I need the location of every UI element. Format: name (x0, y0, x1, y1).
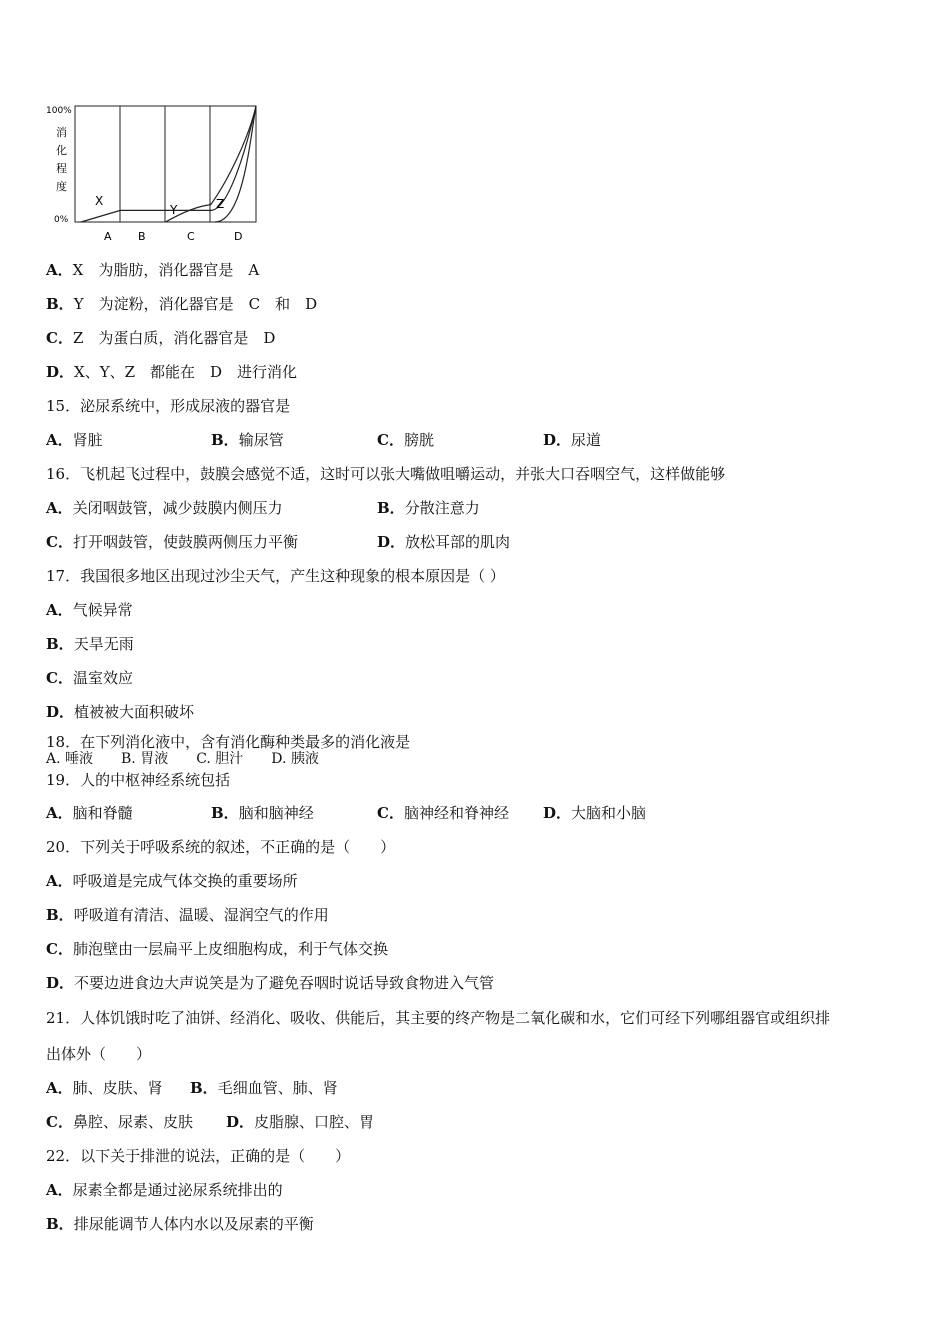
q21-option-a[interactable] (46, 1078, 163, 1098)
option-text: 放松耳部的肌肉 (405, 533, 511, 551)
x-category-b: B (138, 230, 146, 243)
option-text: 天旱无雨 (73, 635, 134, 653)
option-text: 毛细血管、肺、肾 (217, 1079, 338, 1097)
q16-option-a[interactable] (46, 498, 283, 518)
option-letter: B． (211, 804, 239, 822)
option-text: 关闭咽鼓管，减少鼓膜内侧压力 (72, 499, 283, 517)
series-label-z: Z (216, 197, 225, 211)
option-text: 尿素全都是通过泌尿系统排出的 (72, 1181, 283, 1199)
option-letter: A． (46, 1079, 73, 1097)
option-text: 脑和脊髓 (72, 804, 133, 822)
q16-option-b[interactable] (377, 498, 480, 518)
q21-stem-line2: 出体外（ ） (46, 1045, 152, 1063)
option-text: 膀胱 (403, 431, 434, 449)
option-text: 肾脏 (72, 431, 103, 449)
q20-option-c[interactable] (46, 939, 388, 959)
q18-stem: 18．在下列消化液中，含有消化酶种类最多的消化液是 (46, 733, 411, 751)
option-text: 输尿管 (238, 431, 284, 449)
q14-option-b[interactable] (46, 294, 317, 314)
q17-option-c[interactable] (46, 668, 133, 688)
q21-option-d[interactable] (226, 1112, 374, 1132)
q19-option-b[interactable] (211, 803, 314, 823)
option-text: 肺、皮肤、肾 (72, 1079, 163, 1097)
option-text: 大脑和小脑 (571, 804, 647, 822)
option-letter: D． (226, 1113, 255, 1131)
option-letter: B． (46, 1215, 74, 1233)
option-text: 不要边进食边大声说笑是为了避免吞咽时说话导致食物进入气管 (74, 974, 495, 992)
option-text: Y 为淀粉，消化器官是 C 和 D (73, 295, 318, 313)
option-text: Z 为蛋白质，消化器官是 D (72, 329, 276, 347)
y-axis-label-char: 度 (56, 180, 67, 193)
option-letter: A． (46, 872, 73, 890)
q16-stem: 16．飞机起飞过程中，鼓膜会感觉不适，这时可以张大嘴做咀嚼运动，并张大口吞咽空气，这样做能够 (46, 465, 726, 483)
q21-option-b[interactable] (190, 1078, 338, 1098)
x-category-c: C (187, 230, 195, 243)
q19-option-c[interactable] (377, 803, 509, 823)
option-letter: C． (377, 804, 404, 822)
q19-option-d[interactable] (543, 803, 646, 823)
option-letter: B． (46, 906, 74, 924)
series-line-y (166, 106, 257, 222)
q20-option-b[interactable] (46, 905, 329, 925)
x-category-d: D (234, 230, 243, 243)
option-text: 呼吸道有清洁、温暖、湿润空气的作用 (73, 906, 329, 924)
series-line-x (81, 106, 256, 222)
q16-option-d[interactable] (377, 532, 510, 552)
q21-option-c[interactable] (46, 1112, 193, 1132)
option-letter: A． (46, 431, 73, 449)
q20-stem: 20．下列关于呼吸系统的叙述，不正确的是（ ） (46, 838, 396, 856)
y-tick-100: 100% (46, 106, 72, 116)
series-label-x: X (95, 194, 104, 208)
option-letter: C． (377, 431, 404, 449)
option-letter: C． (46, 533, 73, 551)
option-text: 分散注意力 (404, 499, 480, 517)
option-text: 植被被大面积破坏 (74, 703, 195, 721)
option-text: 排尿能调节人体内水以及尿素的平衡 (73, 1215, 314, 1233)
q16-option-c[interactable] (46, 532, 298, 552)
q14-option-d[interactable] (46, 362, 297, 382)
option-text: 呼吸道是完成气体交换的重要场所 (72, 872, 298, 890)
option-letter: D． (46, 703, 75, 721)
option-letter: A． (46, 601, 73, 619)
q15-option-c[interactable] (377, 430, 434, 450)
q22-option-b[interactable] (46, 1214, 314, 1234)
option-letter: A． (46, 499, 73, 517)
q17-option-a[interactable] (46, 600, 133, 620)
q15-option-a[interactable] (46, 430, 103, 450)
q19-option-a[interactable] (46, 803, 133, 823)
option-letter: B． (190, 1079, 218, 1097)
q15-option-b[interactable] (211, 430, 284, 450)
option-letter: B． (46, 295, 74, 313)
q17-option-b[interactable] (46, 634, 134, 654)
option-text: X、Y、Z 都能在 D 进行消化 (74, 363, 298, 381)
option-text: 温室效应 (72, 669, 133, 687)
option-text: 皮脂腺、口腔、胃 (254, 1113, 375, 1131)
q21-stem-line1: 21．人体饥饿时吃了油饼、经消化、吸收、供能后，其主要的终产物是二氧化碳和水，它们可经下列哪组器官或组织排 (46, 1009, 831, 1027)
y-axis-label-char: 程 (56, 162, 67, 175)
y-axis-label (56, 125, 67, 193)
option-letter: C． (46, 329, 73, 347)
y-axis-label-char: 化 (56, 144, 67, 157)
q20-option-a[interactable] (46, 871, 298, 891)
option-letter: B． (46, 635, 74, 653)
option-letter: D． (377, 533, 406, 551)
q17-stem: 17．我国很多地区出现过沙尘天气，产生这种现象的根本原因是（ ） (46, 567, 505, 585)
q14-option-a[interactable] (46, 260, 259, 280)
option-text: 脑和脑神经 (238, 804, 314, 822)
q19-stem: 19．人的中枢神经系统包括 (46, 771, 231, 789)
q14-option-c[interactable] (46, 328, 275, 348)
y-axis-label-char: 消 (56, 126, 67, 139)
option-letter: D． (46, 363, 75, 381)
q15-option-d[interactable] (543, 430, 601, 450)
series-label-y: Y (170, 203, 178, 217)
option-letter: B． (211, 431, 239, 449)
option-text: 尿道 (571, 431, 602, 449)
option-letter: B． (377, 499, 405, 517)
option-letter: D． (543, 804, 572, 822)
option-text: X 为脂肪，消化器官是 A (72, 261, 260, 279)
option-letter: A． (46, 261, 73, 279)
option-letter: D． (46, 974, 75, 992)
option-letter: A． (46, 804, 73, 822)
q18-options[interactable]: A. 唾液 B. 胃液 C. 胆汁 D. 胰液 (46, 751, 319, 767)
option-letter: C． (46, 940, 73, 958)
option-letter: A． (46, 1181, 73, 1199)
x-category-a: A (104, 230, 112, 243)
option-letter: C． (46, 669, 73, 687)
q20-option-d[interactable] (46, 973, 494, 993)
option-letter: D． (543, 431, 572, 449)
option-text: 打开咽鼓管，使鼓膜两侧压力平衡 (72, 533, 298, 551)
y-tick-0: 0% (54, 215, 69, 225)
option-text: 肺泡壁由一层扁平上皮细胞构成，利于气体交换 (72, 940, 388, 958)
q22-option-a[interactable] (46, 1180, 283, 1200)
q15-stem: 15．泌尿系统中，形成尿液的器官是 (46, 397, 291, 415)
q22-stem: 22．以下关于排泄的说法，正确的是（ ） (46, 1147, 351, 1165)
option-letter: C． (46, 1113, 73, 1131)
digestion-chart (44, 98, 274, 248)
option-text: 气候异常 (72, 601, 133, 619)
q17-option-d[interactable] (46, 702, 194, 722)
option-text: 鼻腔、尿素、皮肤 (72, 1113, 193, 1131)
option-text: 脑神经和脊神经 (403, 804, 509, 822)
